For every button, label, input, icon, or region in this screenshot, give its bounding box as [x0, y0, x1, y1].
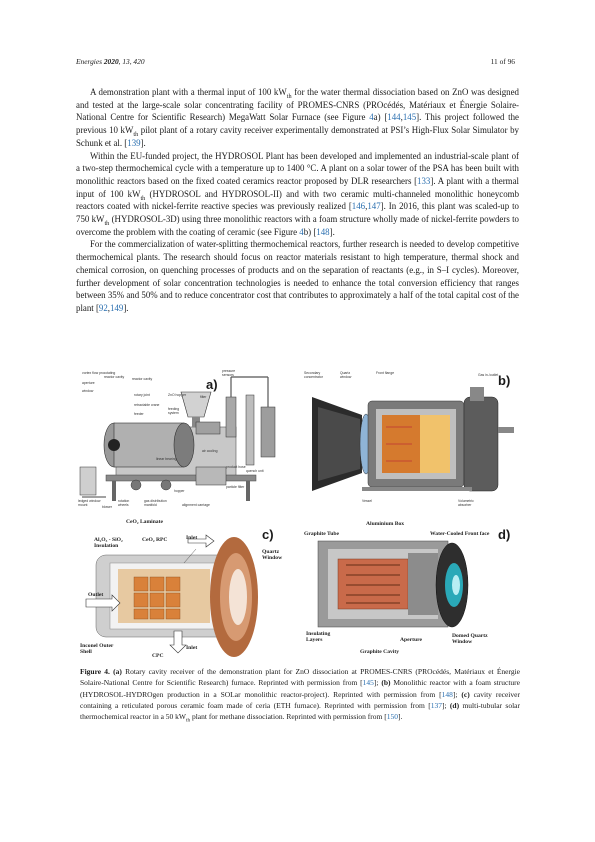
- callout: Gas in-/outlet: [478, 373, 499, 377]
- callout: Quartz Window: [262, 549, 283, 562]
- caption-text: [80, 667, 521, 724]
- page-number: 11 of 96: [490, 57, 515, 66]
- text-run: ,: [365, 201, 368, 212]
- callout: Domed Quartz Window: [452, 633, 488, 646]
- callout: Quartz window: [340, 371, 352, 379]
- callout: CPC: [152, 653, 164, 659]
- panel-label-b: b): [498, 373, 511, 388]
- callout: particle filter: [226, 485, 245, 489]
- subscript: th: [133, 130, 139, 138]
- text-run: ].: [140, 137, 146, 148]
- callout: hopper: [174, 489, 185, 493]
- callout: alignment carriage: [182, 503, 210, 507]
- callout: Inlet: [186, 645, 198, 651]
- subscript: th: [186, 717, 191, 724]
- figure-caption: [80, 666, 520, 722]
- text-run: plant for methane dissociation. Reprinted with permission from [: [190, 712, 387, 722]
- callout: Graphite Cavity: [360, 649, 399, 655]
- panel-reference: (a): [113, 667, 122, 676]
- callout: reactor cavity: [132, 377, 153, 381]
- callout: blower: [102, 505, 112, 509]
- callout: feeding system: [168, 407, 180, 415]
- subscript: th: [286, 92, 292, 100]
- callout: ZnO hopper: [168, 393, 187, 397]
- figure-4: [76, 367, 519, 663]
- subscript: th: [104, 219, 110, 227]
- callout: Insulating Layers: [306, 631, 331, 644]
- reference-link[interactable]: 146: [351, 201, 366, 212]
- text-run: multi-tubular solar thermochemical reactor in a 50 kW: [80, 700, 520, 722]
- text-run: ,: [400, 112, 403, 123]
- callout: Vessel: [362, 499, 372, 503]
- callout: filter: [200, 395, 207, 399]
- callout: Graphite Tube: [304, 531, 339, 537]
- callout: Inlet: [186, 535, 198, 541]
- body-text: [76, 86, 519, 315]
- text-run: ]. This project followed the previous 10 kW: [76, 112, 520, 136]
- reference-link[interactable]: 4: [299, 226, 304, 237]
- journal-citation: , 13, 420: [118, 57, 145, 66]
- text-run: (HYDROSOL and HYDROSOL-II) and with two ceramic multi-channeled monolithic honeycomb reactors coated with nickel-ferrite reactive species was previously realized [: [76, 188, 520, 212]
- figure-panel-d: [302, 519, 519, 663]
- text-run: Rotary cavity receiver of the demonstration plant for ZnO dissociation at PROMES-CNRS (PROcédés, Matériaux et Énergie Solaire-National Centre for Scientific Research) furnace. Reprinted with permission from [: [80, 667, 521, 688]
- callout: window: [82, 389, 94, 393]
- reference-link[interactable]: 137: [430, 700, 442, 710]
- callout: rotation wheels: [118, 499, 130, 507]
- figure-panel-b: [302, 367, 519, 515]
- text-run: For the commercialization of water-splitting thermochemical reactors, further research is needed to develop competitive thermochemical plants. The research should focus on reactor materials resistant to high temperature, thermal shock and chemical corrosion, on quenching processes of products and on the separation of reactants (e.g., in S–I cycles). Moreover, further development of solar concentration technologies is needed to enhance the total conversion efficiency that ranges between 35% and 50% and to reduce concentrator cost that contributes to approximately a half of the total capital cost of the plant [: [76, 239, 519, 313]
- reference-link[interactable]: 149: [110, 302, 124, 313]
- callout: Al₂O₃ - SiO₂ Insulation: [94, 537, 123, 550]
- text-run: b) [: [303, 226, 317, 237]
- callout: rotary joint: [134, 393, 150, 397]
- callout: air cooling: [202, 449, 218, 453]
- callout: CeO₂ Laminate: [126, 519, 163, 525]
- text-run: Within the EU-funded project, the HYDROSOL Plant has been developed and implemented an industrial-scale plant of a two-step thermochemical cycle with a temperature up to 1400 °C. A plant on a solar tower of the PSA has been built with monolithic reactors based on the fixed coated ceramics reactor proposed by DLR researchers [: [76, 150, 519, 186]
- text-run: Monolithic reactor with a foam structure (HYDROSOL-HYDROgen production in a SOLar monolithic reactor-project). Reprinted with permission from [: [80, 678, 520, 699]
- figure-panel-a: [76, 367, 296, 515]
- callout: CeO₂ RPC: [142, 537, 168, 543]
- journal-name: Energies: [76, 57, 102, 66]
- callout: retractable crane: [134, 403, 160, 407]
- caption-label: Figure 4.: [80, 667, 110, 676]
- callout: Front flange: [376, 371, 395, 375]
- figure-panel-c: [76, 519, 296, 663]
- text-run: A demonstration plant with a thermal input of 100 kW: [90, 87, 287, 97]
- panel-reference: (c): [461, 689, 470, 699]
- reference-link[interactable]: 145: [402, 112, 417, 123]
- callout: vortex flow pro-: [82, 371, 106, 375]
- panel-label-c: c): [262, 527, 274, 542]
- text-run: ].: [329, 226, 335, 237]
- text-run: cavity receiver containing a reticulated porous ceramic foam made of ceria (ETH furnace). Reprinted with permission from [: [80, 689, 520, 710]
- reference-link[interactable]: 148: [441, 689, 453, 699]
- callout: linear bearing: [156, 457, 177, 461]
- reference-link[interactable]: 92: [98, 302, 108, 313]
- callout: aperture: [82, 381, 95, 385]
- running-header-left: [76, 57, 145, 66]
- text-run: ].: [397, 712, 403, 722]
- callout: quench unit: [246, 469, 264, 473]
- panel-label-a: a): [206, 377, 218, 392]
- text-run: ]. A plant with a thermal input of 100 kW: [76, 175, 519, 199]
- subscript: th: [140, 194, 146, 202]
- reference-link[interactable]: 139: [127, 137, 141, 148]
- paragraph: [76, 150, 519, 239]
- paragraph: [76, 238, 519, 314]
- callout: product hose: [226, 465, 246, 469]
- callout: feeder: [134, 412, 144, 416]
- reference-link[interactable]: 133: [417, 175, 431, 186]
- reference-link[interactable]: 4: [369, 112, 374, 123]
- reference-link[interactable]: 145: [362, 678, 374, 688]
- text-run: ].: [123, 302, 129, 313]
- reference-link[interactable]: 150: [386, 712, 398, 722]
- text-run: a) [: [373, 112, 388, 123]
- text-run: ];: [452, 689, 462, 699]
- journal-year: 2020: [103, 57, 119, 66]
- text-run: (HYDROSOL-3D) using three monolithic reactors with a foam structure wholly made of nickel-ferrite powders to overcome the problem with the coating of ceramic (see Figure: [76, 214, 519, 237]
- reference-link[interactable]: 147: [367, 201, 381, 212]
- reference-link[interactable]: 148: [316, 226, 330, 237]
- text-run: ,: [107, 302, 111, 313]
- callout: Aluminium Box: [366, 521, 405, 527]
- paragraph: [76, 86, 519, 150]
- callout: Outlet: [88, 592, 104, 598]
- monolithic-reactor-drawing: [302, 367, 519, 515]
- reference-link[interactable]: 144: [387, 112, 401, 123]
- text-run: for the water thermal dissociation based on ZnO was designed and tested at the large-scale solar concentrating facility of PROMES-CNRS (PROcédés, Matériaux et Énergie Solaire-National Centre for Scientific Research) MegaWatt Solar Furnace (see Figure: [76, 87, 519, 123]
- callout: Secondary concentrator: [304, 371, 323, 379]
- panel-reference: (b): [381, 678, 391, 688]
- text-run: ];: [441, 700, 450, 710]
- text-run: ]. In 2016, this plant was scaled-up to 750 kW: [76, 201, 519, 225]
- text-run: pilot plant of a rotary cavity receiver experimentally demonstrated at PSI’s High-Flux Solar Simulator by Schunk et al. [: [76, 125, 519, 148]
- callout: rotating reactor cavity: [104, 371, 125, 379]
- panel-reference: (d): [449, 700, 460, 710]
- callout: Aperture: [400, 637, 422, 643]
- text-run: ];: [373, 678, 382, 688]
- callout: pressure sensors: [222, 369, 236, 377]
- callout: Volumetric absorber: [458, 499, 474, 507]
- callout: ledged window mount: [78, 499, 101, 507]
- callout: Inconel Outer Shell: [80, 643, 114, 656]
- callout: Water-Cooled Front face: [430, 531, 490, 537]
- panel-label-d: d): [498, 527, 511, 542]
- callout: gas distribution manifold: [144, 499, 167, 507]
